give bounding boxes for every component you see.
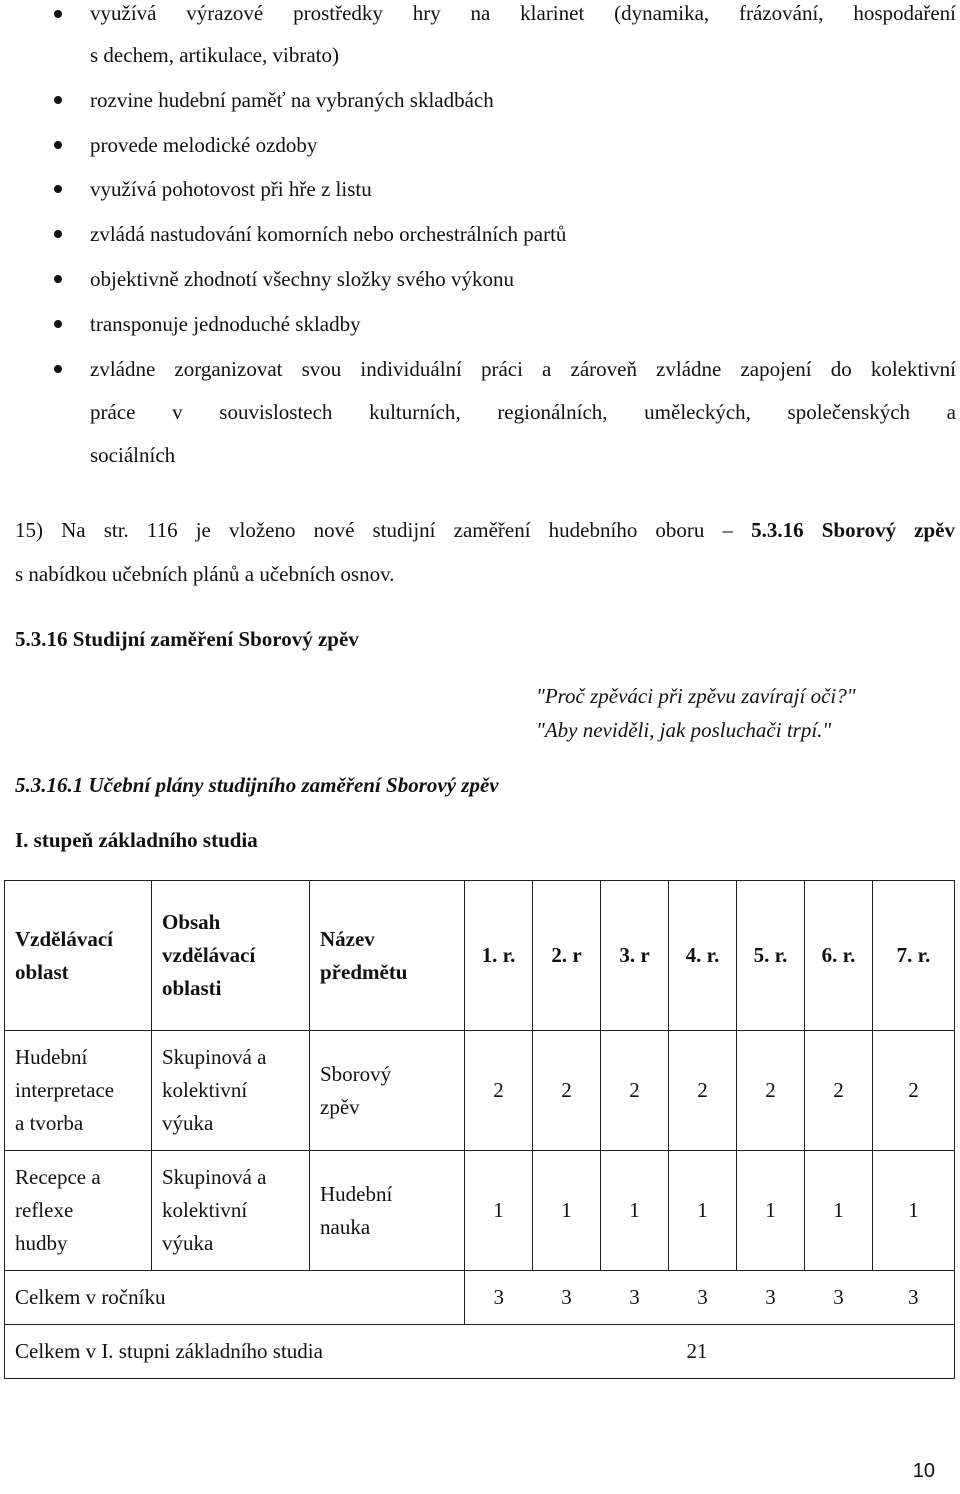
table-row: [5, 1031, 955, 1151]
cell-value: 1: [737, 1151, 805, 1271]
cell-total: 3: [533, 1271, 601, 1325]
cell-total: 3: [873, 1271, 955, 1325]
total-stage-label: Celkem v I. stupni základního studia: [5, 1325, 601, 1379]
cell-content: [152, 1151, 310, 1271]
header-year: 7. r.: [873, 881, 955, 1031]
cell-subject: [310, 1031, 465, 1151]
cell-text: nauka: [320, 1214, 371, 1239]
list-item-text: využívá pohotovost při hře z listu: [90, 177, 372, 201]
cell-value: 1: [805, 1151, 873, 1271]
table-stage-total-row: [5, 1325, 955, 1379]
cell-value: 2: [873, 1031, 955, 1151]
table-row: [5, 1151, 955, 1271]
quote-line-2: "Aby neviděli, jak posluchači trpí.": [536, 718, 832, 742]
curriculum-table: [4, 880, 955, 1379]
section-heading: 5.3.16 Studijní zaměření Sborový zpěv: [15, 627, 359, 651]
cell-value: 2: [533, 1031, 601, 1151]
cell-text: Recepce a: [15, 1165, 101, 1189]
header-text: předmětu: [320, 959, 408, 984]
cell-text: Sborový: [320, 1061, 392, 1086]
cell-value: 2: [465, 1031, 533, 1151]
header-subject: [310, 881, 465, 1031]
cell-text: výuka: [162, 1231, 214, 1255]
total-year-label: Celkem v ročníku: [5, 1271, 465, 1325]
bullet-icon: [54, 320, 62, 328]
table-header-row: [5, 881, 955, 1031]
cell-text: zpěv: [320, 1094, 360, 1119]
header-year: 2. r: [533, 881, 601, 1031]
paragraph-line2: s nabídkou učebních plánů a učebních osnov.: [15, 562, 395, 586]
cell-value: 1: [669, 1151, 737, 1271]
header-text: Název: [320, 926, 375, 951]
header-text: oblast: [15, 959, 69, 984]
header-year: 1. r.: [465, 881, 533, 1031]
header-area: [5, 881, 152, 1031]
bullet-icon: [54, 10, 62, 18]
list-item-text: transponuje jednoduché skladby: [90, 312, 361, 336]
cell-value: 1: [873, 1151, 955, 1271]
amendment-paragraph: [15, 517, 957, 543]
cell-total: 3: [737, 1271, 805, 1325]
cell-total: 3: [805, 1271, 873, 1325]
cell-text: výuka: [162, 1111, 214, 1135]
cell-text: hudby: [15, 1231, 68, 1255]
list-item-text: objektivně zhodnotí všechny složky svého výkonu: [90, 267, 515, 291]
cell-content: [152, 1031, 310, 1151]
bullet-icon: [54, 96, 62, 104]
cell-text: reflexe: [15, 1198, 74, 1222]
cell-area: [5, 1151, 152, 1271]
bullet-icon: [54, 141, 62, 149]
list-item-text: práce v souvislostech kulturních, regionálních, uměleckých, společenských a: [90, 400, 956, 424]
cell-text: a tvorba: [15, 1111, 84, 1135]
list-item-text: provede melodické ozdoby: [90, 133, 318, 157]
header-text: Obsah: [162, 910, 221, 934]
cell-subject: [310, 1151, 465, 1271]
table-total-row: [5, 1271, 955, 1325]
cell-text: Skupinová a: [162, 1165, 267, 1189]
cell-text: interpretace: [15, 1078, 115, 1102]
cell-text: Skupinová a: [162, 1045, 267, 1069]
list-item-text: s dechem, artikulace, vibrato): [90, 43, 339, 67]
cell-value: 2: [805, 1031, 873, 1151]
total-stage-value: [601, 1325, 955, 1379]
bullet-icon: [54, 275, 62, 283]
header-text: vzdělávací: [162, 943, 256, 967]
cell-value: 2: [737, 1031, 805, 1151]
cell-value: 2: [669, 1031, 737, 1151]
cell-area: [5, 1031, 152, 1151]
header-year: 6. r.: [805, 881, 873, 1031]
list-item-text: využívá výrazové prostředky hry na klarinet (dynamika, frázování, hospodaření: [90, 1, 956, 25]
bullet-icon: [54, 230, 62, 238]
header-year: 4. r.: [669, 881, 737, 1031]
cell-total: 3: [465, 1271, 533, 1325]
cell-text: kolektivní: [162, 1078, 248, 1102]
header-text: oblasti: [162, 976, 222, 1000]
cell-value: 1: [465, 1151, 533, 1271]
total-stage-number: 21: [686, 1339, 708, 1363]
cell-value: 1: [533, 1151, 601, 1271]
bullet-icon: [54, 365, 62, 373]
cell-total: 3: [669, 1271, 737, 1325]
level-heading: I. stupeň základního studia: [15, 828, 258, 852]
list-item-text: zvládne zorganizovat svou individuální práci a zároveň zvládne zapojení do kolektivní: [90, 357, 956, 381]
header-content: [152, 881, 310, 1031]
cell-text: Hudební: [15, 1045, 88, 1069]
cell-text: kolektivní: [162, 1198, 248, 1222]
list-item-text: rozvine hudební paměť na vybraných skladbách: [90, 88, 494, 112]
paragraph-bold: 5.3.16 Sborový zpěv: [751, 518, 955, 542]
paragraph-text: 15) Na str. 116 je vloženo nové studijní zaměření hudebního oboru –: [15, 518, 752, 542]
bullet-icon: [54, 185, 62, 193]
cell-text: Hudební: [320, 1181, 393, 1206]
subsection-heading: 5.3.16.1 Učební plány studijního zaměření Sborový zpěv: [15, 773, 499, 797]
list-item-text: zvládá nastudování komorních nebo orchestrálních partů: [90, 222, 567, 246]
header-year: 3. r: [601, 881, 669, 1031]
cell-value: 1: [601, 1151, 669, 1271]
list-item-text: sociálních: [90, 443, 176, 467]
cell-value: 2: [601, 1031, 669, 1151]
header-year: 5. r.: [737, 881, 805, 1031]
header-text: Vzdělávací: [15, 926, 113, 951]
cell-total: 3: [601, 1271, 669, 1325]
quote-line-1: "Proč zpěváci při zpěvu zavírají oči?": [536, 684, 856, 708]
page-number: 10: [912, 1460, 935, 1482]
